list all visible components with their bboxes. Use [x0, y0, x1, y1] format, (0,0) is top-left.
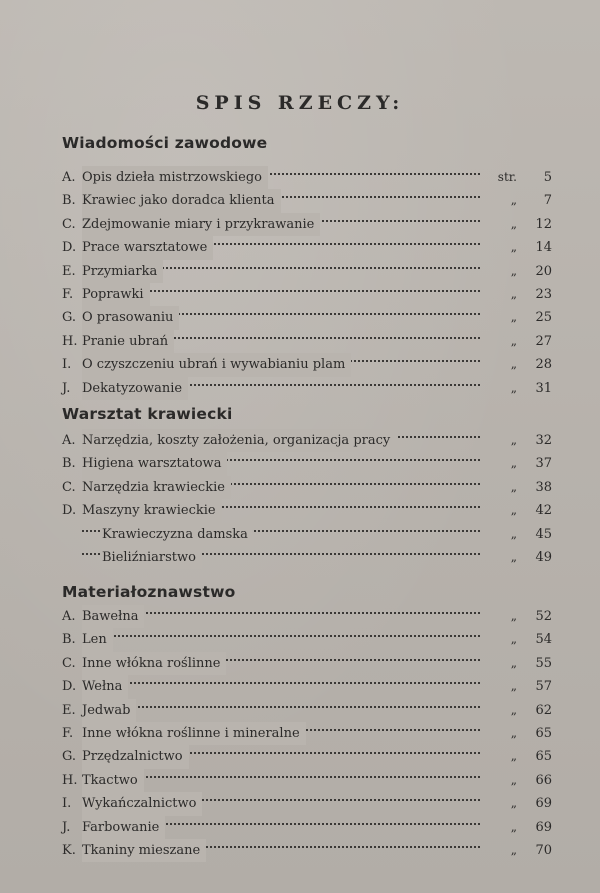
toc-entry: [62, 377, 552, 400]
page-mark: „: [510, 263, 517, 278]
page-mark: „: [510, 357, 517, 372]
page-mark: „: [510, 380, 517, 395]
entry-letter: C.: [62, 216, 76, 232]
entry-letter: B.: [62, 456, 76, 472]
toc-entry: [62, 476, 552, 499]
toc-list-materialoznawstwo: [62, 605, 552, 862]
page-number: 25: [535, 310, 552, 326]
entry-title: Bawełna: [82, 605, 144, 628]
entry-title: Narzędzia krawieckie: [82, 476, 231, 499]
toc-list-wiadomosci: [62, 166, 552, 400]
page-number: 5: [543, 170, 552, 185]
entry-title: Zdejmowanie miary i przykrawanie: [82, 213, 320, 236]
toc-entry: [62, 546, 552, 569]
page-mark: „: [510, 333, 517, 348]
page-mark: „: [510, 503, 517, 518]
entry-letter: J.: [62, 819, 71, 835]
toc-entry: [62, 236, 552, 259]
page-number: 14: [535, 240, 552, 256]
entry-title: Narzędzia, koszty założenia, organizacja pracy: [82, 429, 396, 452]
page-mark: „: [510, 842, 517, 857]
entry-letter: E.: [62, 702, 76, 718]
page-mark: „: [510, 479, 517, 494]
page-number: 32: [535, 433, 552, 448]
entry-letter: J.: [62, 380, 71, 396]
page-mark: „: [510, 655, 517, 670]
toc-entry: [62, 722, 552, 745]
entry-title: Higiena warsztatowa: [82, 452, 227, 475]
page-mark: „: [510, 819, 517, 834]
entry-title: Jedwab: [82, 699, 136, 722]
page-mark: „: [510, 549, 517, 564]
toc-entry: [62, 699, 552, 722]
entry-title: Inne włókna roślinne i mineralne: [82, 722, 306, 745]
page-mark: „: [510, 310, 517, 325]
page-title: SPIS RZECZY:: [195, 92, 405, 114]
entry-letter: C.: [62, 479, 76, 495]
entry-letter: D.: [62, 240, 77, 256]
entry-title: Krawieczyzna damska: [102, 523, 254, 546]
toc-entry: [62, 189, 552, 212]
page-number: 66: [535, 772, 552, 788]
page-mark: „: [510, 796, 517, 811]
page-mark: „: [510, 702, 517, 717]
page-mark: „: [510, 456, 517, 471]
toc-entry: [62, 605, 552, 628]
page-number: 52: [535, 609, 552, 624]
entry-letter: H.: [62, 333, 78, 349]
page-number: 7: [543, 193, 552, 209]
toc-entry: [62, 652, 552, 675]
dot-leader: [82, 675, 480, 698]
page-number: 69: [535, 819, 552, 835]
entry-letter: F.: [62, 286, 74, 302]
entry-title: Prace warsztatowe: [82, 236, 213, 259]
page-mark: str.: [497, 170, 517, 184]
toc-entry: [62, 260, 552, 283]
page-number: 12: [535, 216, 552, 232]
entry-title: Pranie ubrań: [82, 330, 174, 353]
entry-title: Tkaniny mieszane: [82, 839, 206, 862]
page-number: 28: [535, 357, 552, 373]
toc-entry: [62, 792, 552, 815]
entry-title: O czyszczeniu ubrań i wywabianiu plam: [82, 353, 351, 376]
page-mark: „: [510, 632, 517, 647]
page-number: 38: [535, 479, 552, 495]
entry-letter: A.: [62, 170, 76, 185]
toc-entry: [62, 330, 552, 353]
entry-letter: D.: [62, 679, 77, 695]
section-title-warsztat: Warsztat krawiecki: [62, 405, 233, 423]
dot-leader: [82, 699, 480, 722]
toc-entry: [62, 499, 552, 522]
entry-title: Wykańczalnictwo: [82, 792, 202, 815]
toc-entry: [62, 283, 552, 306]
toc-entry: [62, 769, 552, 792]
page-mark: „: [510, 216, 517, 231]
page-number: 55: [535, 655, 552, 671]
entry-letter: B.: [62, 193, 76, 209]
page-mark: „: [510, 609, 517, 623]
entry-title: Tkactwo: [82, 769, 144, 792]
page-number: 27: [535, 333, 552, 349]
page-mark: „: [510, 193, 517, 208]
entry-letter: K.: [62, 842, 76, 858]
page-mark: „: [510, 240, 517, 255]
toc-entry: [62, 306, 552, 329]
entry-letter: E.: [62, 263, 76, 279]
entry-title: Wełna: [82, 675, 128, 698]
dot-leader: [82, 628, 480, 651]
toc-entry: [62, 429, 552, 452]
entry-letter: D.: [62, 503, 77, 519]
entry-title: Inne włókna roślinne: [82, 652, 226, 675]
toc-list-warsztat: [62, 429, 552, 569]
page-number: 49: [535, 549, 552, 565]
page-mark: „: [510, 526, 517, 541]
section-title-wiadomosci: Wiadomości zawodowe: [62, 134, 268, 152]
page-number: 65: [535, 725, 552, 741]
page-number: 54: [535, 632, 552, 648]
page-mark: „: [510, 433, 517, 447]
page-mark: „: [510, 749, 517, 764]
page-mark: „: [510, 679, 517, 694]
page-number: 31: [535, 380, 552, 396]
toc-entry: [62, 523, 552, 546]
toc-entry: [62, 452, 552, 475]
page-mark: „: [510, 725, 517, 740]
page-number: 37: [535, 456, 552, 472]
toc-entry: [62, 353, 552, 376]
toc-entry: [62, 675, 552, 698]
toc-entry: [62, 213, 552, 236]
entry-letter: G.: [62, 749, 77, 765]
page-number: 65: [535, 749, 552, 765]
entry-title: Maszyny krawieckie: [82, 499, 222, 522]
entry-letter: F.: [62, 725, 74, 741]
entry-title: Krawiec jako doradca klienta: [82, 189, 281, 212]
entry-title: Dekatyzowanie: [82, 377, 188, 400]
section-title-materialoznawstwo: Materiałoznawstwo: [62, 583, 236, 601]
entry-letter: C.: [62, 655, 76, 671]
toc-entry: [62, 745, 552, 768]
page-number: 20: [535, 263, 552, 279]
toc-entry: [62, 839, 552, 862]
entry-letter: H.: [62, 772, 78, 788]
page-mark: „: [510, 772, 517, 787]
toc-entry: [62, 166, 552, 189]
entry-letter: A.: [62, 609, 76, 624]
entry-title: Przymiarka: [82, 260, 163, 283]
entry-title: Przędzalnictwo: [82, 745, 189, 768]
toc-entry: [62, 628, 552, 651]
entry-title: Len: [82, 628, 113, 651]
entry-letter: A.: [62, 433, 76, 448]
entry-title: Farbowanie: [82, 816, 165, 839]
entry-title: O prasowaniu: [82, 306, 179, 329]
page-mark: „: [510, 286, 517, 301]
entry-letter: I.: [62, 796, 72, 812]
page-number: 62: [535, 702, 552, 718]
page-number: 45: [535, 526, 552, 542]
page-number: 70: [535, 842, 552, 858]
entry-letter: I.: [62, 357, 72, 373]
entry-letter: B.: [62, 632, 76, 648]
entry-title: Poprawki: [82, 283, 150, 306]
page-number: 57: [535, 679, 552, 695]
entry-title: Opis dzieła mistrzowskiego: [82, 166, 268, 189]
entry-title: Bieliźniarstwo: [102, 546, 202, 569]
toc-entry: [62, 816, 552, 839]
entry-letter: G.: [62, 310, 77, 326]
page-number: 69: [535, 796, 552, 812]
page-number: 23: [535, 286, 552, 302]
page-number: 42: [535, 503, 552, 519]
